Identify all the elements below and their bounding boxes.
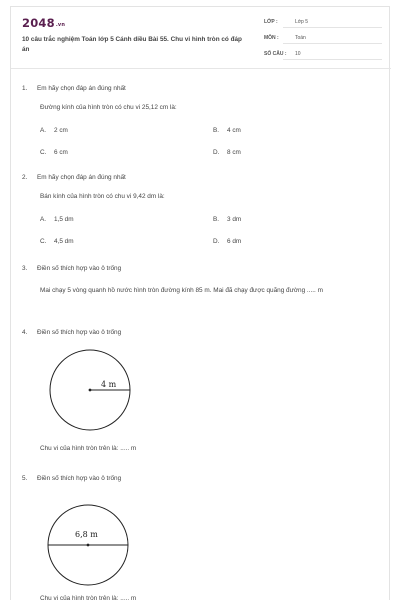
option-a[interactable] xyxy=(40,127,68,134)
question-text: Chu vi của hình tròn trên là: ..... m xyxy=(40,595,137,600)
option-c[interactable] xyxy=(40,149,68,156)
center-point xyxy=(87,544,90,547)
subject-label: MÔN : xyxy=(264,35,279,41)
question-number: 3. xyxy=(22,265,28,272)
radius-label: 4 m xyxy=(101,380,117,389)
meta-grade-row xyxy=(264,16,382,28)
worksheet-title: 10 câu trắc nghiệm Toán lớp 5 Cánh diều Bài 55. Chu vi hình tròn có đáp án xyxy=(22,36,242,53)
grade-label: LỚP : xyxy=(264,19,278,25)
option-letter: C. xyxy=(40,149,47,156)
option-letter: B. xyxy=(213,216,220,223)
meta-count-row xyxy=(264,48,382,60)
subject-value: Toán xyxy=(283,35,382,44)
question-text: Đường kính của hình tròn có chu vi 25,12 cm là: xyxy=(40,104,177,111)
logo-suffix: .vn xyxy=(55,22,66,28)
question-text: Mai chạy 5 vòng quanh hồ nước hình tròn đường kính 85 m. Mai đã chạy được quãng đường ..... m xyxy=(40,287,323,294)
logo-text: 2048 xyxy=(22,16,55,30)
site-logo[interactable] xyxy=(22,16,65,30)
diameter-label: 6,8 m xyxy=(75,530,98,539)
question-number: 2. xyxy=(22,174,28,181)
question-instruction: Điền số thích hợp vào ô trống xyxy=(37,265,122,272)
option-c[interactable] xyxy=(40,238,74,245)
option-text: 3 dm xyxy=(227,216,242,223)
option-a[interactable] xyxy=(40,216,74,223)
question-number: 5. xyxy=(22,475,28,482)
option-letter: D. xyxy=(213,238,220,245)
question-number: 4. xyxy=(22,329,28,336)
worksheet-page xyxy=(10,6,390,600)
option-text: 2 cm xyxy=(54,127,68,134)
option-text: 4 cm xyxy=(227,127,241,134)
option-b[interactable] xyxy=(213,216,241,223)
option-letter: A. xyxy=(40,216,47,223)
option-text: 6 cm xyxy=(54,149,68,156)
option-text: 6 dm xyxy=(227,238,242,245)
meta-subject-row xyxy=(264,32,382,44)
option-text: 4,5 dm xyxy=(54,238,74,245)
option-d[interactable] xyxy=(213,238,241,245)
option-d[interactable] xyxy=(213,149,241,156)
question-text: Chu vi của hình tròn trên là: ..... m xyxy=(40,445,137,452)
circle-figure-diameter xyxy=(41,503,135,587)
option-b[interactable] xyxy=(213,127,241,134)
option-text: 1,5 dm xyxy=(54,216,74,223)
grade-value: Lớp 5 xyxy=(283,19,382,28)
option-letter: A. xyxy=(40,127,47,134)
option-letter: C. xyxy=(40,238,47,245)
question-instruction: Em hãy chọn đáp án đúng nhất xyxy=(37,85,126,92)
question-instruction: Điền số thích hợp vào ô trống xyxy=(37,475,122,482)
option-letter: D. xyxy=(213,149,220,156)
question-number: 1. xyxy=(22,85,28,92)
center-point xyxy=(89,389,92,392)
option-text: 8 cm xyxy=(227,149,241,156)
question-count-value: 10 xyxy=(283,51,382,60)
question-instruction: Em hãy chọn đáp án đúng nhất xyxy=(37,174,126,181)
question-instruction: Điền số thích hợp vào ô trống xyxy=(37,329,122,336)
circle-figure-radius xyxy=(45,347,135,433)
worksheet-header xyxy=(11,7,391,69)
question-count-label: SỐ CÂU : xyxy=(264,51,287,57)
option-letter: B. xyxy=(213,127,220,134)
question-text: Bán kính của hình tròn có chu vi 9,42 dm là: xyxy=(40,193,165,200)
